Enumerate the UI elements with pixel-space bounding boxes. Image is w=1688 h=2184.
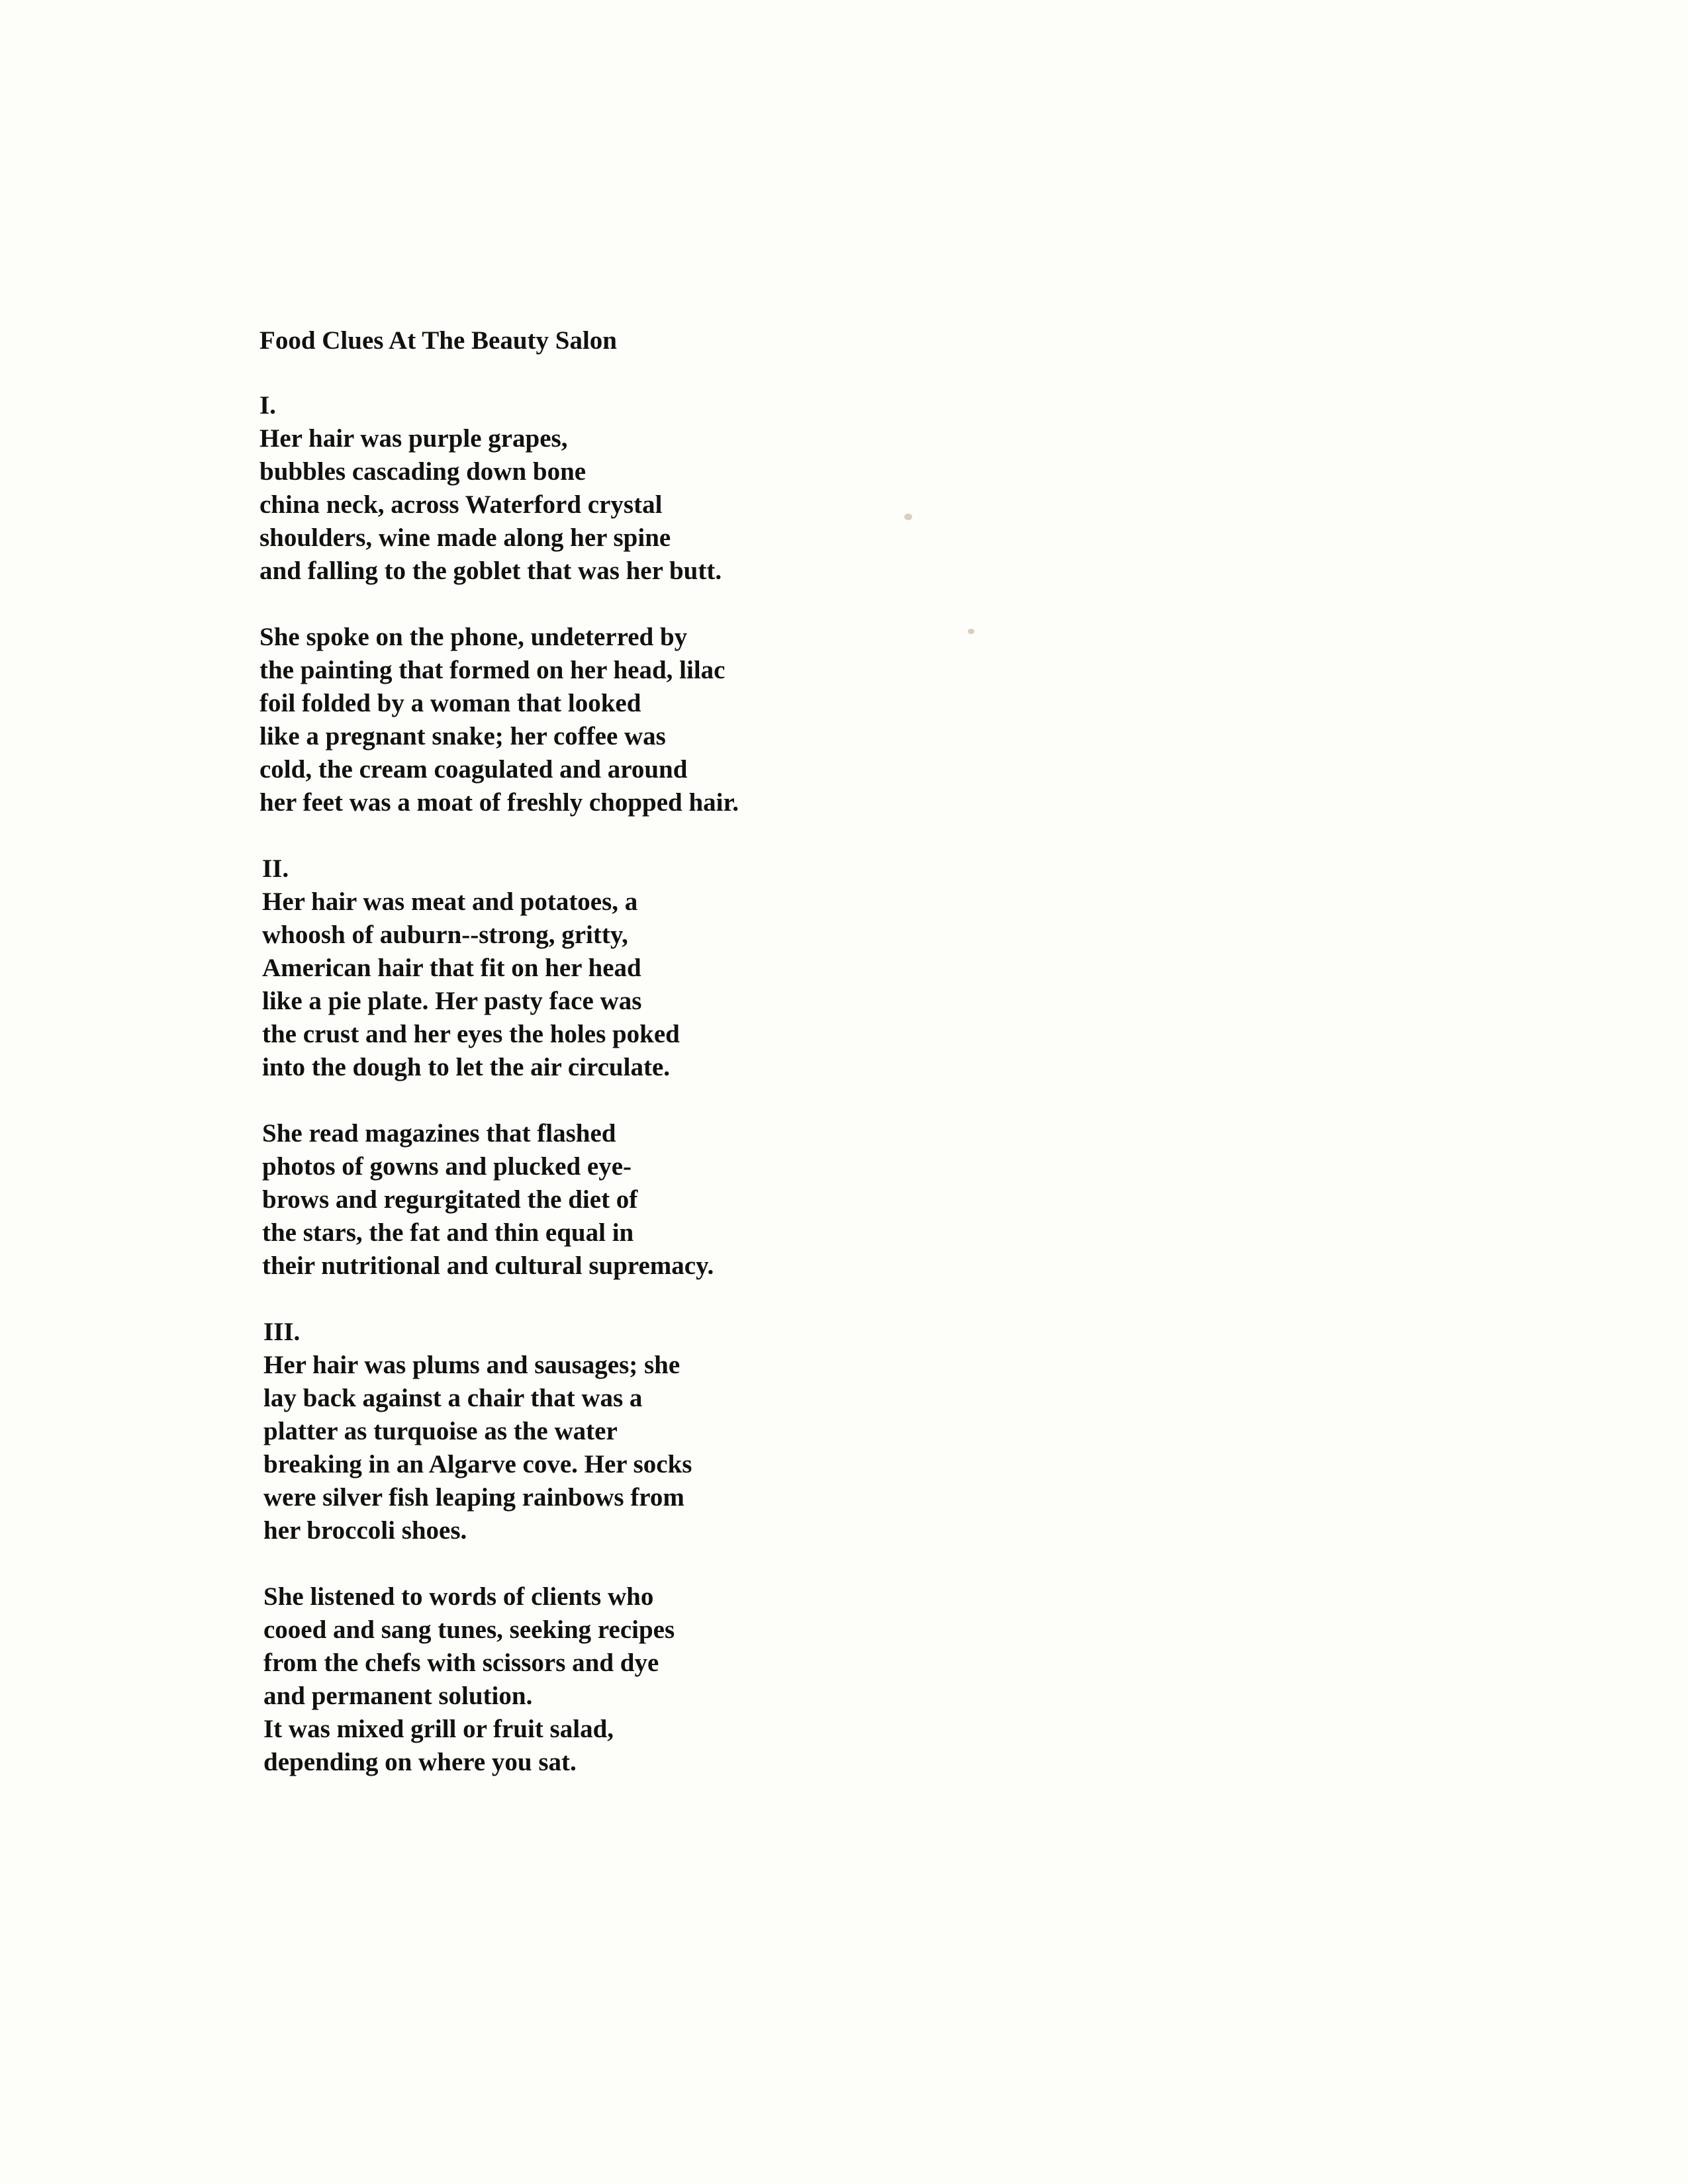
- poem-title: Food Clues At The Beauty Salon: [259, 326, 617, 355]
- poem-line: bubbles cascading down bone: [259, 457, 586, 486]
- poem-line: her broccoli shoes.: [263, 1516, 467, 1545]
- poem-line: from the chefs with scissors and dye: [263, 1649, 659, 1677]
- poem-line: whoosh of auburn--strong, gritty,: [262, 921, 628, 949]
- poem-line: It was mixed grill or fruit salad,: [263, 1715, 614, 1743]
- poem-line: She listened to words of clients who: [263, 1582, 654, 1611]
- poem-line: depending on where you sat.: [263, 1748, 577, 1776]
- poem-line: breaking in an Algarve cove. Her socks: [263, 1450, 692, 1479]
- poem-line: She spoke on the phone, undeterred by: [259, 623, 688, 651]
- poem-line: and falling to the goblet that was her butt.: [259, 557, 722, 585]
- poem-line: lay back against a chair that was a: [263, 1384, 643, 1412]
- poem-line: their nutritional and cultural supremacy.: [262, 1251, 714, 1280]
- stanza: [259, 422, 1252, 588]
- poem: [259, 324, 1252, 1812]
- poem-line: the stars, the fat and thin equal in: [262, 1218, 634, 1247]
- poem-line: like a pregnant snake; her coffee was: [259, 722, 666, 751]
- poem-line: shoulders, wine made along her spine: [259, 523, 671, 552]
- stanza: [263, 1580, 1252, 1779]
- section-numeral: III.: [263, 1318, 301, 1346]
- poem-section: [262, 852, 1252, 1283]
- poem-line: Her hair was purple grapes,: [259, 424, 568, 453]
- section-numeral: I.: [259, 391, 276, 420]
- stanza: [262, 1117, 1252, 1283]
- poem-line: cooed and sang tunes, seeking recipes: [263, 1615, 675, 1644]
- section-numeral: II.: [262, 854, 289, 883]
- poem-line: American hair that fit on her head: [262, 954, 641, 982]
- stanza: [259, 621, 1252, 819]
- stanza: [262, 886, 1252, 1084]
- poem-section: [263, 1316, 1252, 1779]
- poem-line: photos of gowns and plucked eye-: [262, 1152, 632, 1181]
- poem-line: the painting that formed on her head, lilac: [259, 656, 726, 684]
- poem-line: and permanent solution.: [263, 1682, 533, 1710]
- stanza: [263, 1349, 1252, 1547]
- poem-line: She read magazines that flashed: [262, 1119, 616, 1148]
- poem-line: her feet was a moat of freshly chopped hair.: [259, 788, 739, 817]
- poem-sections: [259, 389, 1252, 1779]
- poem-line: Her hair was plums and sausages; she: [263, 1351, 680, 1379]
- poem-line: Her hair was meat and potatoes, a: [262, 887, 638, 916]
- poem-line: china neck, across Waterford crystal: [259, 490, 663, 519]
- poem-line: brows and regurgitated the diet of: [262, 1185, 638, 1214]
- poem-line: were silver fish leaping rainbows from: [263, 1483, 684, 1512]
- poem-line: cold, the cream coagulated and around: [259, 755, 688, 784]
- poem-line: platter as turquoise as the water: [263, 1417, 618, 1445]
- poem-line: like a pie plate. Her pasty face was: [262, 987, 642, 1015]
- poem-line: the crust and her eyes the holes poked: [262, 1020, 680, 1048]
- poem-line: into the dough to let the air circulate.: [262, 1053, 671, 1081]
- poem-section: [259, 389, 1252, 819]
- poem-line: foil folded by a woman that looked: [259, 689, 641, 717]
